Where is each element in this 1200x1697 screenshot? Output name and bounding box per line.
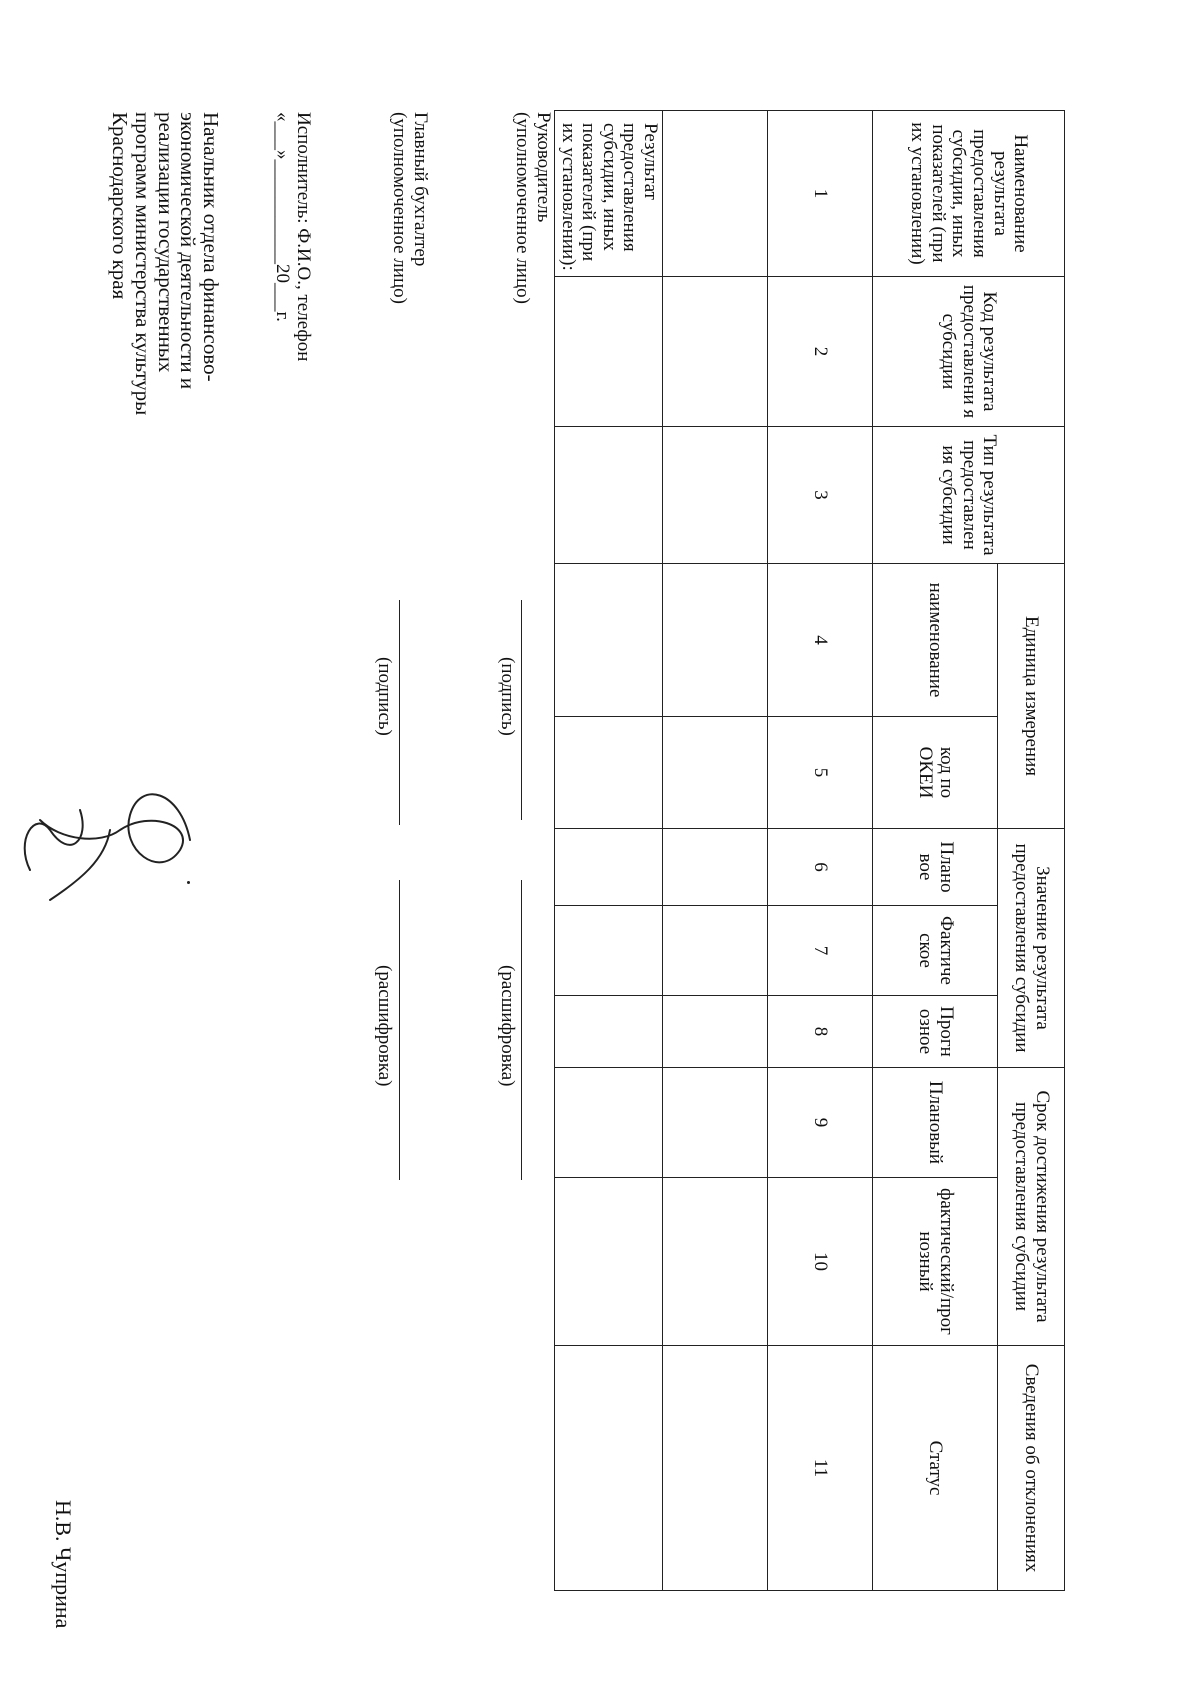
head-decode-line xyxy=(521,880,522,1180)
head-sign-caption: (подпись) xyxy=(497,657,518,736)
chief-sign-caption: (подпись) xyxy=(374,657,395,736)
header-deviation: Сведения об отклонениях xyxy=(998,1346,1065,1591)
column-number: 1 xyxy=(768,111,873,277)
subheader-okei: код по ОКЕИ xyxy=(873,717,998,829)
executor-block xyxy=(272,112,313,361)
signatory-name: Н.В. Чуприна xyxy=(51,1500,76,1629)
column-number: 2 xyxy=(768,277,873,427)
column-number: 7 xyxy=(768,906,873,996)
table-cell xyxy=(555,829,663,906)
table-cell xyxy=(555,1068,663,1178)
table-cell xyxy=(663,1178,768,1346)
column-number: 6 xyxy=(768,829,873,906)
column-number: 11 xyxy=(768,1346,873,1591)
table-cell xyxy=(555,564,663,717)
result-row-label: Результат предоставления субсидии, иных показателей (при их установлении): xyxy=(555,111,663,277)
table-cell xyxy=(663,906,768,996)
column-number: 5 xyxy=(768,717,873,829)
head-signature-line xyxy=(521,600,522,820)
subheader-fact: Фактиче ское xyxy=(873,906,998,996)
table-cell xyxy=(663,277,768,427)
subheader-forecast: Прогн озное xyxy=(873,996,998,1068)
column-number: 8 xyxy=(768,996,873,1068)
head-label: Руководитель (уполномоченное лицо) xyxy=(512,112,554,304)
chief-decode-line xyxy=(399,880,400,1180)
table-cell xyxy=(663,1068,768,1178)
subheader-term-fact: фактический/прог нозный xyxy=(873,1178,998,1346)
executor-text: Исполнитель: Ф.И.О., телефон xyxy=(293,112,314,362)
header-type: Тип результата предоставлен ия субсидии xyxy=(873,427,1065,564)
header-code: Код результата предоставлени я субсидии xyxy=(873,277,1065,427)
subheader-plan: Плано вое xyxy=(873,829,998,906)
subheader-status: Статус xyxy=(873,1346,998,1591)
chief-decode-caption: (расшифровка) xyxy=(374,965,395,1087)
subheader-unit-name: наименование xyxy=(873,564,998,717)
table-cell xyxy=(663,427,768,564)
column-number: 10 xyxy=(768,1178,873,1346)
table-cell xyxy=(555,427,663,564)
results-table xyxy=(554,110,1065,1591)
table-cell xyxy=(663,717,768,829)
signature-image xyxy=(10,770,200,940)
column-number: 3 xyxy=(768,427,873,564)
table-row xyxy=(555,111,663,1591)
table-cell xyxy=(555,906,663,996)
header-name: Наименование результата предоставления субсидии, иных показателей (при их установлении) xyxy=(873,111,1065,277)
table-cell xyxy=(555,1346,663,1591)
table-cell xyxy=(555,1178,663,1346)
column-number: 4 xyxy=(768,564,873,717)
table-cell xyxy=(555,996,663,1068)
table-cell xyxy=(663,564,768,717)
head-decode-caption: (расшифровка) xyxy=(497,965,518,1087)
header-value: Значение результата предоставления субсидии xyxy=(998,829,1065,1068)
table-cell xyxy=(663,829,768,906)
header-unit: Единица измерения xyxy=(998,564,1065,829)
chief-accountant-label: Главный бухгалтер (уполномоченное лицо) xyxy=(389,112,431,304)
table-cell xyxy=(663,111,768,277)
date-line: «___»___________20___г. xyxy=(272,112,294,322)
subheader-term-plan: Плановый xyxy=(873,1068,998,1178)
table-cell xyxy=(555,277,663,427)
position-block: Начальник отдела финансово- экономической деятельности и реализации государственных программ министерства культуры Краснодарского края xyxy=(108,112,223,416)
header-term: Срок достижения результата предоставления субсидии xyxy=(998,1068,1065,1346)
table-cell xyxy=(663,996,768,1068)
table-cell xyxy=(663,1346,768,1591)
ink-dot xyxy=(187,881,190,884)
column-number: 9 xyxy=(768,1068,873,1178)
table-cell xyxy=(555,717,663,829)
table-row xyxy=(663,111,768,1591)
chief-signature-line xyxy=(399,600,400,825)
